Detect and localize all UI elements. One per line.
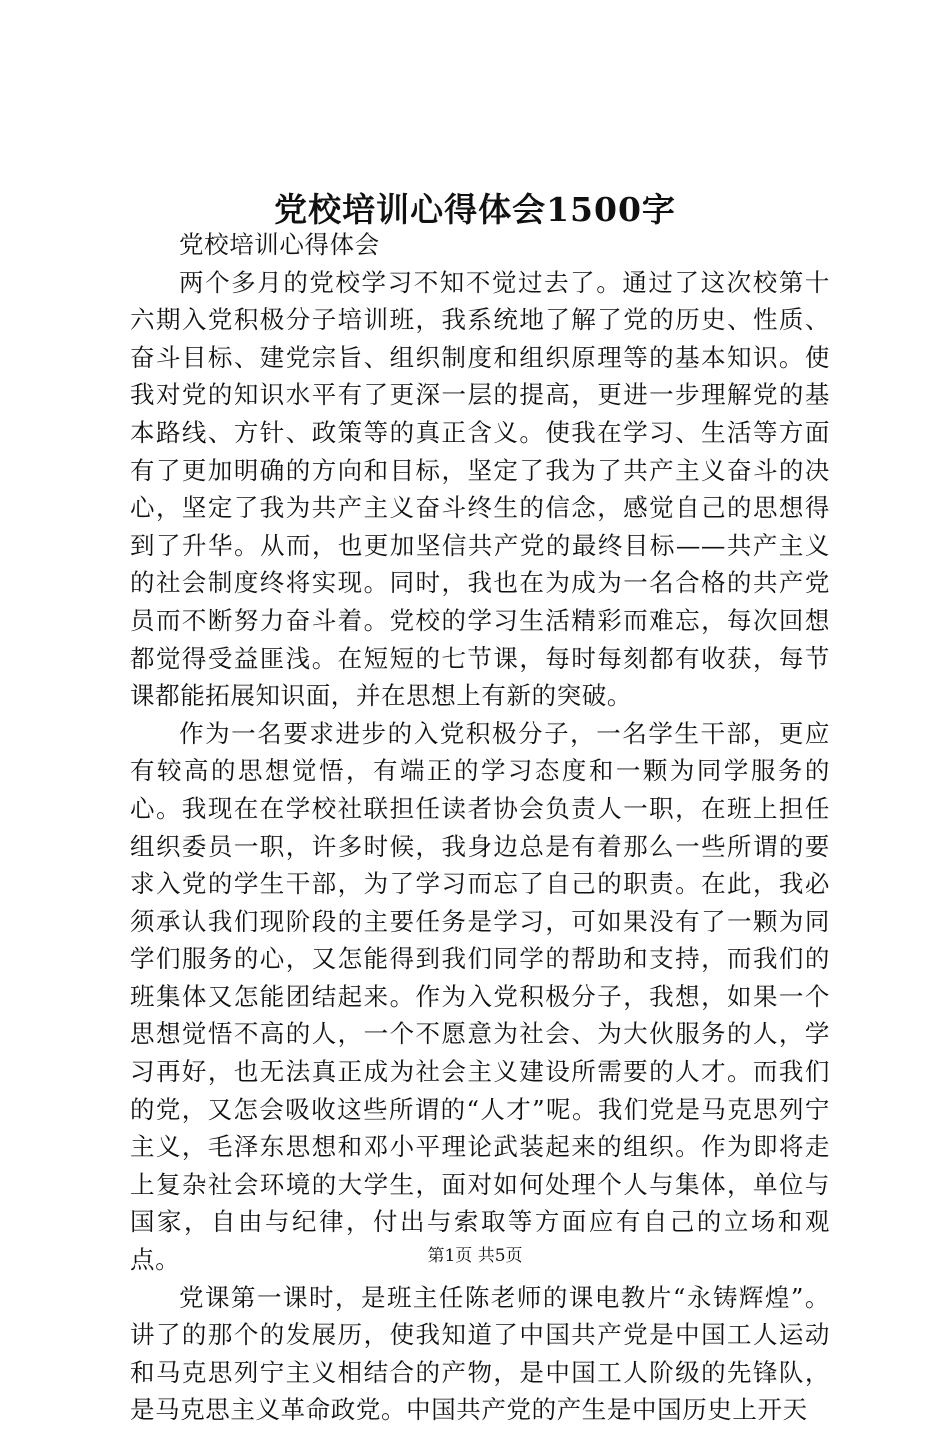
- body-paragraph-3: 党课第一课时，是班主任陈老师的课电教片“永铸辉煌”。讲了的那个的发展历，使我知道了中国共产党是中国工人运动和马克思列宁主义相结合的产物，是中国工人阶级的先锋队，是马克思主义革命政党。中国共产党的产生是中国历史上开天: [130, 1282, 830, 1425]
- body-paragraph-1: 两个多月的党校学习不知不觉过去了。通过了这次校第十六期入党积极分子培训班，我系统地了解了党的历史、性质、奋斗目标、建党宗旨、组织制度和组织原理等的基本知识。使我对党的知识水平有了更深一层的提高，更进一步理解党的基本路线、方针、政策等的真正含义。使我在学习、生活等方面有了更加明确的方向和目标，坚定了我为了共产主义奋斗的决心，坚定了我为共产主义奋斗终生的信念，感觉自己的思想得到了升华。从而，也更加坚信共产党的最终目标——共产主义的社会制度终将实现。同时，我也在为成为一名合格的共产党员而不断努力奋斗着。党校的学习生活精彩而难忘，每次回想都觉得受益匪浅。在短短的七节课，每时每刻都有收获，每节课都能拓展知识面，并在思想上有新的突破。: [130, 267, 830, 711]
- document-subtitle: 党校培训心得体会: [179, 230, 380, 259]
- document-title: 党校培训心得体会1500字: [274, 190, 676, 229]
- page-footer: 第1页 共5页: [427, 1246, 523, 1266]
- body-paragraph-2: 作为一名要求进步的入党积极分子，一名学生干部，更应有较高的思想觉悟，有端正的学习态度和一颗为同学服务的心。我现在在学校社联担任读者协会负责人一职，在班上担任组织委员一职，许多时候，我身边总是有着那么一些所谓的要求入党的学生干部，为了学习而忘了自己的职责。在此，我必须承认我们现阶段的主要任务是学习，可如果没有了一颗为同学们服务的心，又怎能得到我们同学的帮助和支持，而我们的班集体又怎能团结起来。作为入党积极分子，我想，如果一个思想觉悟不高的人，一个不愿意为社会、为大伙服务的人，学习再好，也无法真正成为社会主义建设所需要的人才。而我们的党，又怎会吸收这些所谓的“人才”呢。我们党是马克思列宁主义，毛泽东思想和邓小平理论武装起来的组织。作为即将走上复杂社会环境的大学生，面对如何处理个人与集体，单位与国家，自由与纪律，付出与索取等方面应有自己的立场和观点。: [130, 718, 830, 1275]
